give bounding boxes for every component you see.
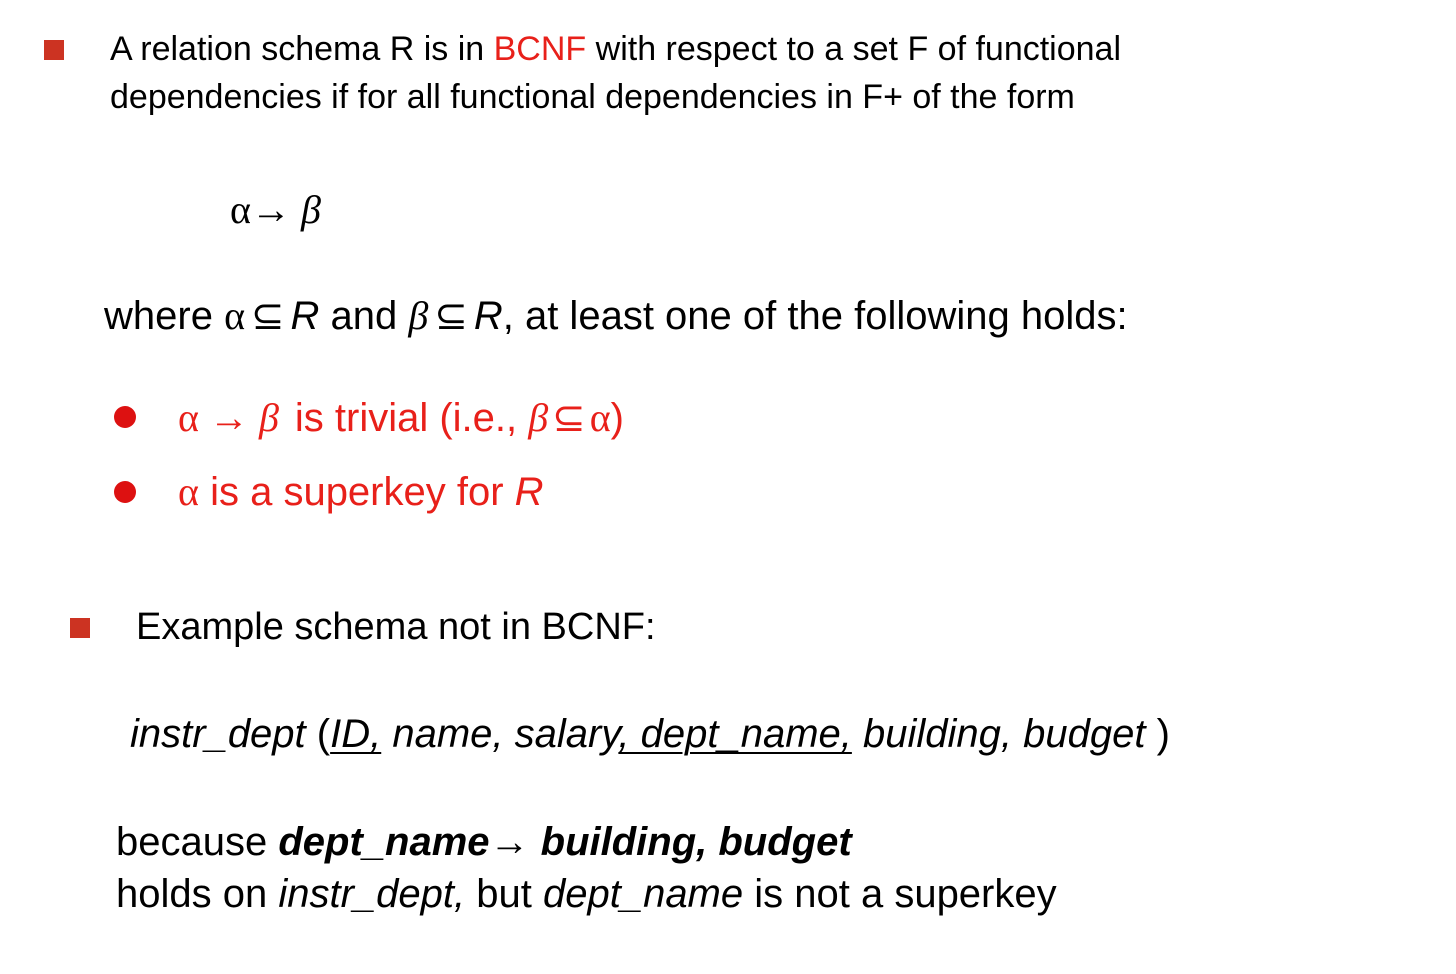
where-text: and [319,294,409,338]
arrow-symbol: → [208,395,249,440]
arrow-symbol: → [489,819,530,864]
condition-text: ) [610,396,624,440]
paren: ( [305,712,331,756]
alpha-symbol: α [230,187,251,232]
where-text: , at least one of the following holds: [502,294,1128,338]
attr-dept-name: dept_name [542,872,744,916]
subset-symbol: ⊆ [552,395,586,440]
arrow-symbol: → [250,187,291,232]
attr-id-key: ID, [330,712,382,756]
relation-r: R [473,294,503,338]
alpha-symbol: α [224,293,246,338]
schema-name: instr_dept [130,712,306,756]
alpha-symbol: α [589,395,611,440]
subset-symbol: ⊆ [434,293,468,338]
beta-symbol: β [408,293,429,338]
beta-symbol: β [300,187,321,232]
square-bullet-icon [44,40,64,60]
alpha-symbol: α [178,395,199,440]
holds-text: is not a superkey [743,872,1057,916]
condition-text: is trivial (i.e., [294,396,529,440]
definition-text: with respect to a set F of functional [586,30,1122,68]
beta-symbol: β [258,395,279,440]
dot-bullet-icon [114,481,136,503]
attr-list: name, salary [381,712,619,756]
attr-dept-name-key: , dept_name, [618,712,852,756]
example-schema [130,712,1170,757]
condition-text: is a superkey for [198,470,515,514]
because-text: because [116,820,279,864]
where-clause [104,292,1128,339]
holds-line [116,872,1057,917]
beta-symbol: β [528,395,549,440]
relation-r: R [290,294,320,338]
because-line [116,818,852,865]
definition-text: A relation schema R is in [110,30,494,68]
schema-name: instr_dept, [278,872,466,916]
fd-right: building, budget [529,820,852,864]
alpha-symbol: α [178,469,199,514]
holds-text: holds on [116,872,279,916]
relation-r: R [514,470,544,514]
definition-line-1 [110,30,1121,69]
attr-list: building, budget [851,712,1146,756]
where-text: where [104,294,225,338]
formula-alpha-beta [230,186,321,233]
fd-left: dept_name [278,820,490,864]
subset-symbol: ⊆ [251,293,285,338]
condition-trivial [178,394,624,441]
dot-bullet-icon [114,406,136,428]
square-bullet-icon [70,618,90,638]
condition-superkey [178,468,544,515]
example-heading: Example schema not in BCNF: [136,606,656,648]
bcnf-term: BCNF [493,30,587,68]
holds-text: but [465,872,543,916]
paren: ) [1145,712,1170,756]
definition-line-2: dependencies if for all functional dependencies in F+ of the form [110,78,1075,116]
